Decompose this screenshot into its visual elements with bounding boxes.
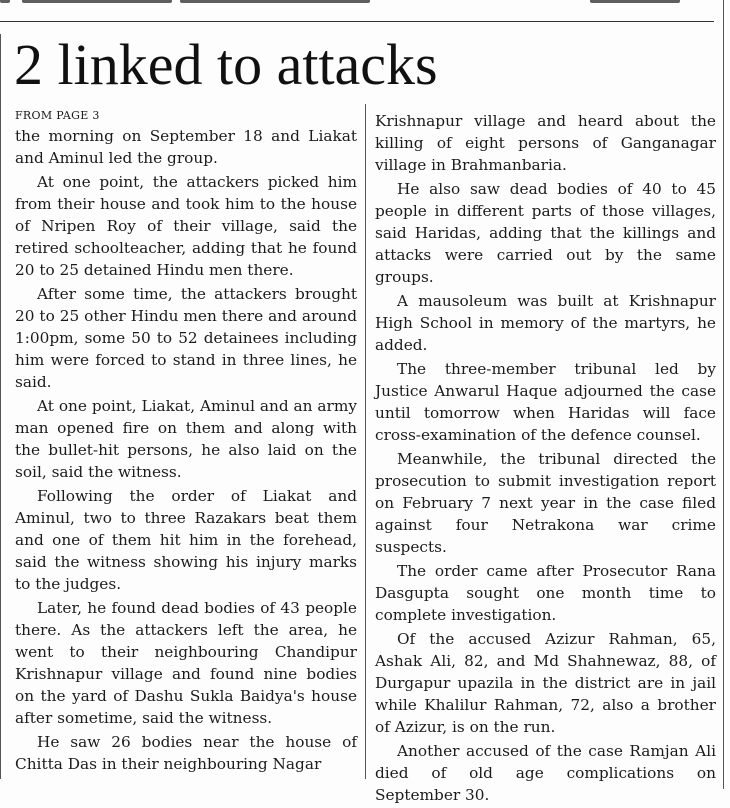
top-rule — [0, 21, 714, 22]
right-column — [375, 110, 716, 808]
column-divider — [365, 104, 366, 779]
left-edge-rule — [0, 34, 1, 779]
paragraph: the morning on September 18 and Liakat and Aminul led the group. — [15, 127, 357, 167]
headline: 2 linked to attacks — [14, 32, 438, 97]
right-rule — [723, 0, 724, 789]
paragraph: Meanwhile, the tribunal directed the prosecution to submit investigation report on February 7 next year in the case filed against four Netrakona war crime suspects. — [375, 450, 716, 556]
paragraph: Of the accused Azizur Rahman, 65, Ashak Ali, 82, and Md Shahnewaz, 88, of Durgapur upazila in the district are in jail while Khalilur Rahman, 72, also a brother of Azizur, is on the run. — [375, 630, 716, 736]
jump-label: FROM PAGE 3 — [15, 109, 100, 122]
paragraph: At one point, the attackers picked him from their house and took him to the house of Nripen Roy of their village, said the retired schoolteacher, adding that he found 20 to 25 detained Hindu men there. — [15, 173, 357, 279]
paragraph: He also saw dead bodies of 40 to 45 people in different parts of those villages, said Haridas, adding that the killings and attacks were carried out by the same groups. — [375, 180, 716, 286]
paragraph: The order came after Prosecutor Rana Dasgupta sought one month time to complete investigation. — [375, 562, 716, 624]
paragraph: Another accused of the case Ramjan Ali died of old age complications on September 30. — [375, 742, 716, 804]
clipped-previous-text — [0, 0, 730, 6]
paragraph: A mausoleum was built at Krishnapur High School in memory of the martyrs, he added. — [375, 292, 716, 354]
paragraph: Krishnapur village and heard about the killing of eight persons of Ganganagar village in Brahmanbaria. — [375, 112, 716, 174]
paragraph: At one point, Liakat, Aminul and an army man opened fire on them and along with the bullet-hit persons, he also laid on the soil, said the witness. — [15, 397, 357, 481]
paragraph: Following the order of Liakat and Aminul, two to three Razakars beat them and one of them hit him in the forehead, said the witness showing his injury marks to the judges. — [15, 487, 357, 593]
paragraph: Later, he found dead bodies of 43 people there. As the attackers left the area, he went to their neighbouring Chandipur Krishnapur village and found nine bodies on the yard of Dashu Sukla Baidya's house after sometime, said the witness. — [15, 599, 357, 727]
paragraph: After some time, the attackers brought 20 to 25 other Hindu men there and around 1:00pm, some 50 to 52 detainees including him were forced to stand in three lines, he said. — [15, 285, 357, 391]
paragraph: The three-member tribunal led by Justice Anwarul Haque adjourned the case until tomorrow when Haridas will face cross-examination of the defence counsel. — [375, 360, 716, 444]
paragraph: He saw 26 bodies near the house of Chitta Das in their neighbouring Nagar — [15, 733, 357, 773]
left-column — [15, 108, 357, 777]
